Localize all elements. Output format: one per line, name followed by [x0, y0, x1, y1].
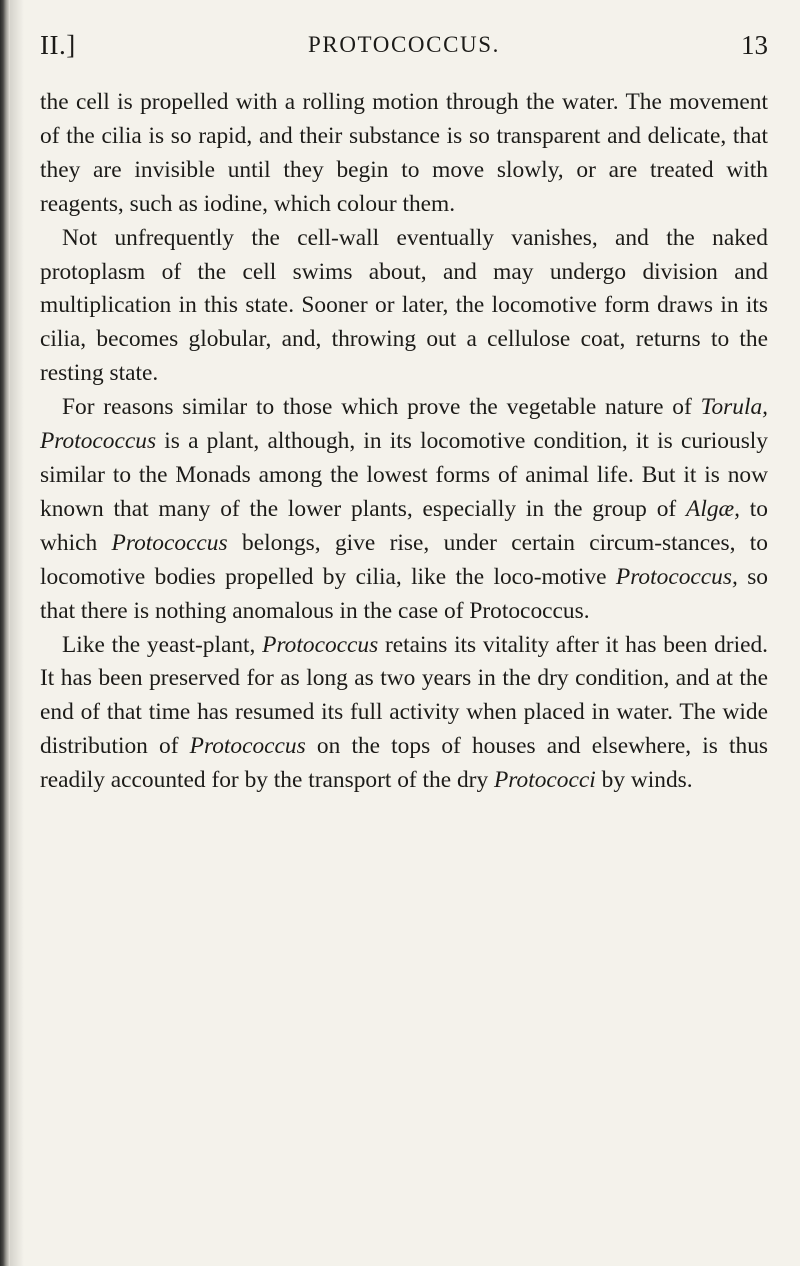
paragraph — [40, 629, 768, 799]
italic-term: Protococcus, — [615, 563, 738, 590]
text-run: on the tops of houses and elsewhere, is thus readily accounted for by the transport of the dry — [40, 733, 768, 794]
text-run: to which — [40, 495, 768, 556]
italic-term: Protococci — [494, 767, 596, 794]
italic-term: Protococcus — [111, 529, 228, 556]
text-run: by winds. — [595, 767, 693, 794]
running-title: PROTOCOCCUS. — [308, 32, 500, 57]
paragraph — [40, 391, 768, 628]
italic-term: Algæ, — [686, 495, 740, 522]
italic-term: Protococcus — [262, 631, 379, 658]
page-binding-shadow — [10, 0, 24, 1266]
text-run: Like the yeast-plant, — [62, 631, 263, 658]
text-run: the cell is propelled with a rolling motion through the water. The movement of the cilia is so rapid, and their substance is so transparent and delicate, that they are invisible until they begin to move slowly, or are treated with reagents, such as iodine, which colour them. — [40, 89, 768, 217]
chapter-marker: II.] — [40, 30, 76, 60]
page-number: 13 — [741, 30, 768, 60]
text-run: so that there is nothing anomalous in the case of Protococcus. — [40, 563, 768, 624]
text-run: belongs, give rise, under certain circum-stances, to locomotive bodies propelled by cilia, like the loco-motive — [40, 529, 768, 590]
running-header — [40, 30, 768, 80]
italic-term: Protococcus — [189, 733, 306, 760]
text-run: Not unfrequently the cell-wall eventually vanishes, and the naked protoplasm of the cell swims about, and may undergo division and multiplication in this state. Sooner or later, the locomotive form draws in its cilia, becomes globular, and, throwing out a cellulose coat, returns to the resting state. — [40, 224, 768, 387]
paragraph — [40, 86, 768, 222]
text-run: For reasons similar to those which prove the vegetable nature of — [62, 394, 701, 421]
italic-term: Torula, Protococcus — [40, 394, 768, 455]
paragraph — [40, 222, 768, 392]
text-run: retains its vitality after it has been dried. It has been preserved for as long as two years in the dry condition, and at the end of that time has resumed its full activity when placed in water. The wide distribution of — [40, 631, 768, 760]
text-run: is a plant, although, in its locomotive condition, it is curiously similar to the Monads among the lowest forms of animal life. But it is now known that many of the lower plants, especially in the group of — [40, 428, 768, 522]
body-text — [40, 86, 768, 798]
page-binding-edge — [0, 0, 10, 1266]
